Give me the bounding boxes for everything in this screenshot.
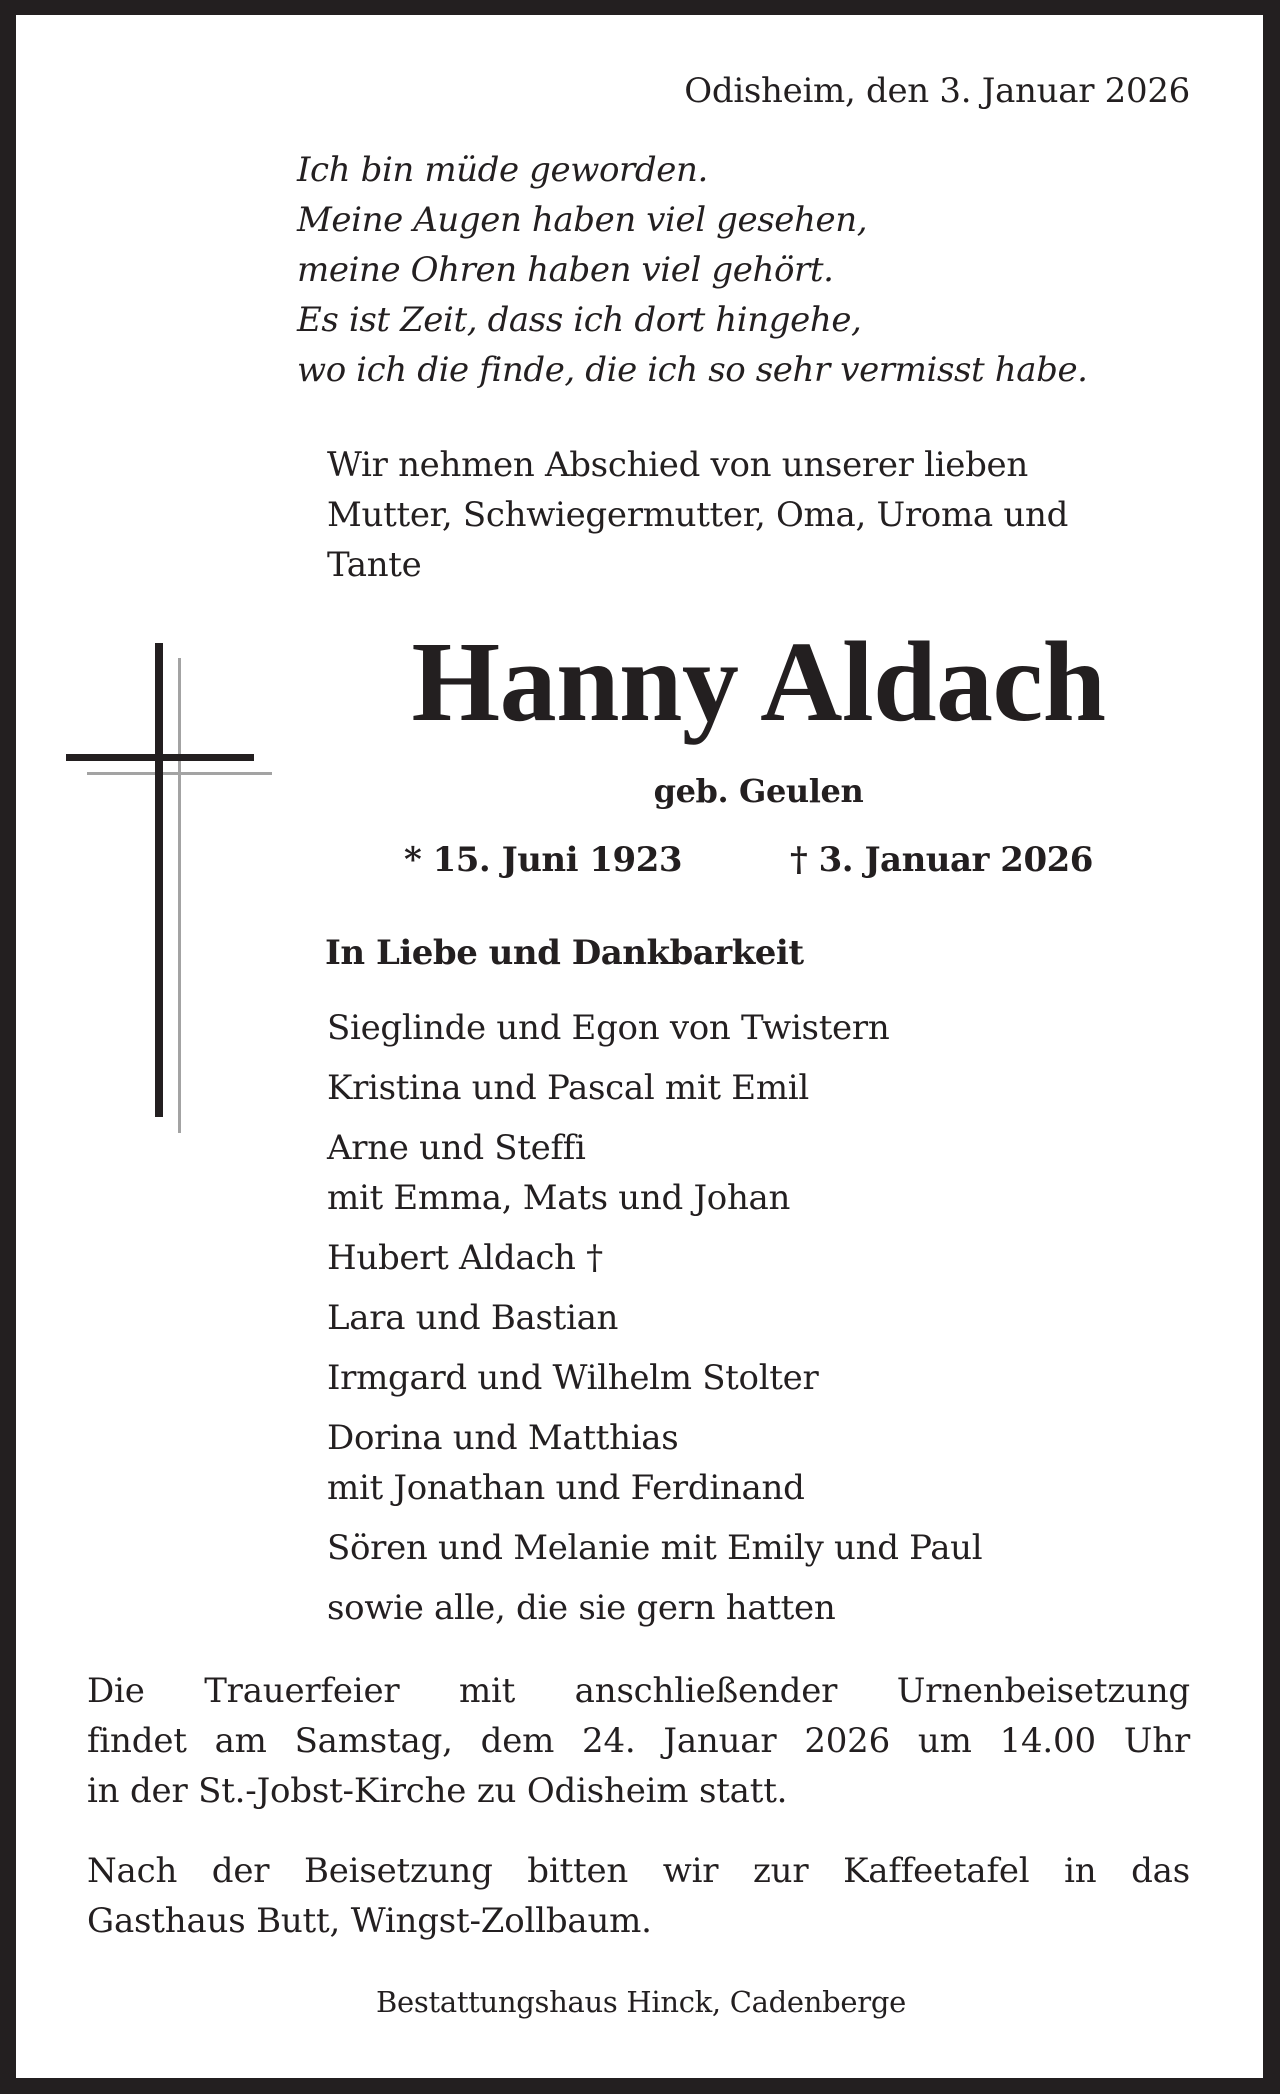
intro-line: Tante [327,545,422,585]
mourner-line: sowie alle, die sie gern hatten [327,1588,836,1628]
death-date: † 3. Januar 2026 [790,840,1093,880]
mourner-line: Sieglinde und Egon von Twistern [327,1008,890,1048]
mourner-line: Sören und Melanie mit Emily und Paul [327,1528,983,1568]
maiden-name: geb. Geulen [653,772,864,810]
paragraph-line: Nach der Beisetzung bitten wir zur Kaffeetafel in das [87,1851,1190,1891]
mourner-entry [327,1583,982,1633]
mourner-entry [327,1413,982,1513]
mourner-line: Irmgard und Wilhelm Stolter [327,1358,819,1398]
poem-line: Es ist Zeit, dass ich dort hingehe, [297,300,862,340]
intro-line: Wir nehmen Abschied von unserer lieben [327,445,1028,485]
paragraph-line: findet am Samstag, dem 24. Januar 2026 um 14.00 Uhr [87,1721,1190,1761]
mourner-line: mit Emma, Mats und Johan [327,1178,791,1218]
birth-date: * 15. Juni 1923 [404,840,683,880]
paragraph-line: Die Trauerfeier mit anschließender Urnenbeisetzung [87,1671,1190,1711]
poem-line: meine Ohren haben viel gehört. [297,250,834,290]
mourner-line: Lara und Bastian [327,1298,619,1338]
funeral-home: Bestattungshaus Hinck, Cadenberge [376,1985,906,2019]
mourner-line: Kristina und Pascal mit Emil [327,1068,809,1108]
mourner-line: Hubert Aldach † [327,1238,603,1278]
mourner-line: mit Jonathan und Ferdinand [327,1468,805,1508]
mourner-entry [327,1523,982,1573]
mourner-entry [327,1293,982,1343]
thanks-heading: In Liebe und Dankbarkeit [325,933,804,973]
mourner-entry [327,1353,982,1403]
mourner-line: Arne und Steffi [327,1128,586,1168]
intro-line: Mutter, Schwiegermutter, Oma, Uroma und [327,495,1069,535]
funeral-service-info [87,1666,1190,1816]
mourner-line: Dorina und Matthias [327,1418,679,1458]
poem-line: wo ich die finde, die ich so sehr vermisst habe. [297,350,1088,390]
mourner-entry [327,1003,982,1053]
paragraph-line: in der St.-Jobst-Kirche zu Odisheim statt. [87,1771,788,1811]
place-and-date: Odisheim, den 3. Januar 2026 [684,71,1190,111]
poem-line: Meine Augen haben viel gesehen, [297,200,868,240]
poem-line: Ich bin müde geworden. [297,150,708,190]
deceased-name: Hanny Aldach [411,618,1106,745]
paragraph-line: Gasthaus Butt, Wingst-Zollbaum. [87,1901,652,1941]
intro-text [327,440,1068,590]
mourner-entry [327,1063,982,1113]
mourners-list [327,1003,982,1643]
mourner-entry [327,1233,982,1283]
poem [297,145,1088,395]
mourner-entry [327,1123,982,1223]
reception-info [87,1846,1190,1946]
